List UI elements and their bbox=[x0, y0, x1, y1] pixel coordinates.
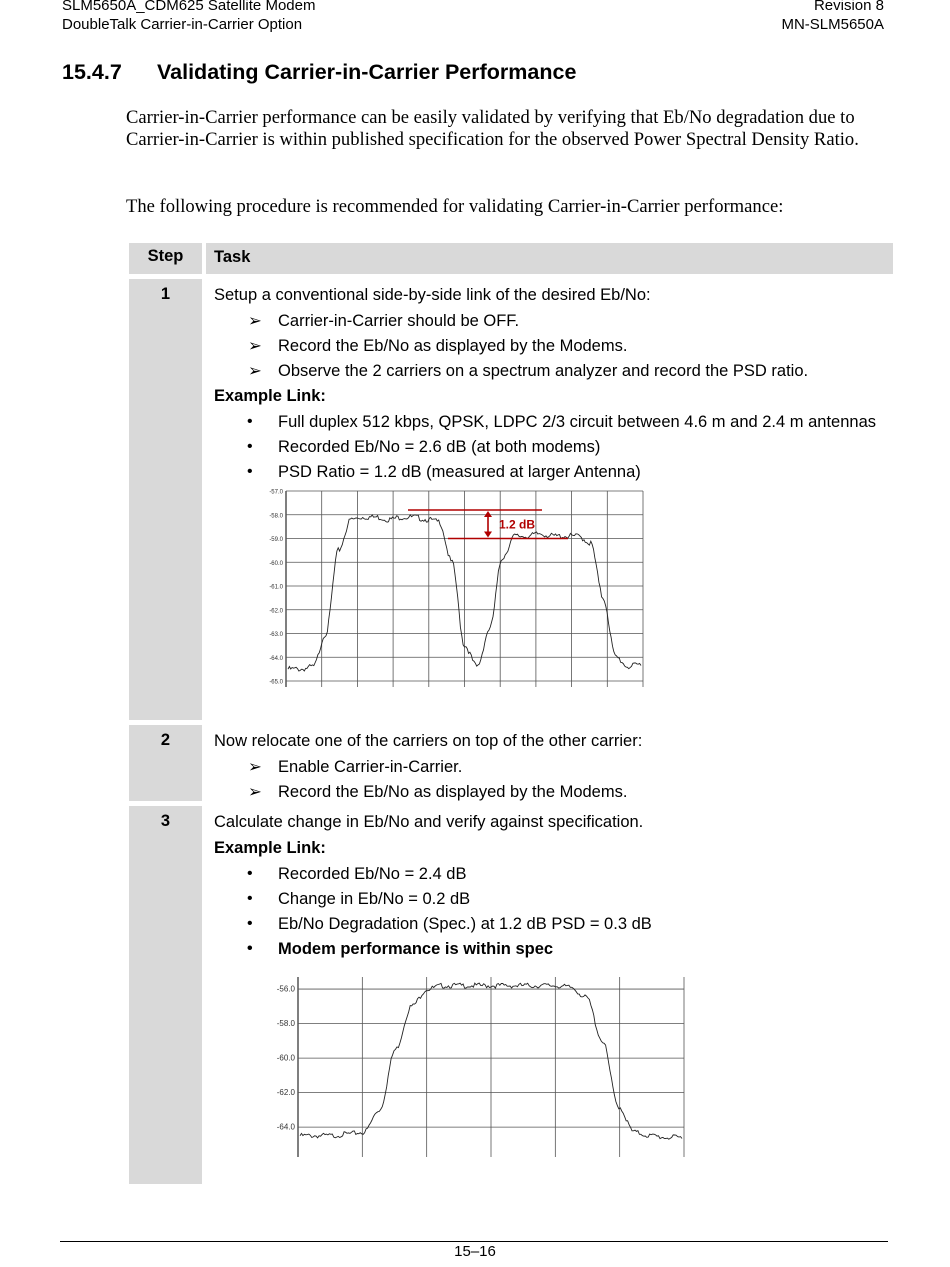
arrow-bullet-icon: ➢ bbox=[248, 337, 262, 355]
table-row-step-1 bbox=[129, 279, 893, 720]
doc-chapter: DoubleTalk Carrier-in-Carrier Option bbox=[62, 16, 303, 33]
dot-bullet-icon: • bbox=[247, 438, 253, 455]
list-item: • Full duplex 512 kbps, QPSK, LDPC 2/3 circuit between 4.6 m and 2.4 m antennas bbox=[247, 413, 876, 431]
arrow-bullet-icon: ➢ bbox=[248, 362, 262, 380]
y-tick-label: -58.0 bbox=[269, 513, 283, 520]
header-step: Step bbox=[129, 243, 202, 274]
y-tick-label: -60.0 bbox=[276, 1053, 295, 1063]
y-tick-label: -63.0 bbox=[269, 632, 283, 638]
arrow-list bbox=[214, 757, 885, 802]
list-item: • Eb/No Degradation (Spec.) at 1.2 dB PSD = 0.3 dB bbox=[247, 915, 652, 933]
task-content bbox=[206, 279, 893, 720]
list-item: • PSD Ratio = 1.2 dB (measured at larger Antenna) bbox=[247, 463, 641, 481]
revision: Revision 8 bbox=[813, 0, 884, 14]
y-tick-label: -57.0 bbox=[269, 489, 283, 496]
y-tick-label: -64.0 bbox=[269, 655, 283, 662]
section-title: Validating Carrier-in-Carrier Performance bbox=[157, 60, 577, 84]
step-number: 2 bbox=[129, 725, 202, 801]
footer-rule bbox=[60, 1241, 888, 1242]
page-number: 15–16 bbox=[454, 1243, 496, 1260]
arrow-bullet-icon: ➢ bbox=[248, 312, 262, 330]
y-tick-label: -62.0 bbox=[269, 608, 283, 615]
dot-bullet-icon: • bbox=[247, 890, 253, 907]
list-item: ➢ Carrier-in-Carrier should be OFF. bbox=[248, 312, 520, 330]
arrow-bullet-icon: ➢ bbox=[248, 758, 262, 776]
example-label: Example Link: bbox=[214, 387, 326, 405]
step-intro: Setup a conventional side-by-side link of the desired Eb/No: bbox=[214, 286, 651, 304]
header-task: Task bbox=[206, 243, 893, 274]
step-intro: Now relocate one of the carriers on top of the other carrier: bbox=[214, 732, 643, 750]
arrow-down-icon bbox=[484, 532, 492, 538]
arrow-bullet-icon: ➢ bbox=[248, 783, 262, 801]
bullet-list bbox=[214, 864, 885, 959]
table-row-step-2 bbox=[129, 725, 893, 801]
y-tick-label: -65.0 bbox=[269, 679, 283, 686]
bullet-list bbox=[214, 412, 885, 482]
list-item: ➢ Enable Carrier-in-Carrier. bbox=[248, 758, 463, 776]
dot-bullet-icon: • bbox=[247, 865, 253, 882]
spectrum-chart-cic bbox=[264, 973, 694, 1163]
y-tick-label: -56.0 bbox=[276, 984, 295, 994]
task-content bbox=[206, 806, 893, 1184]
step-intro: Calculate change in Eb/No and verify against specification. bbox=[214, 813, 644, 831]
task-content bbox=[206, 725, 893, 801]
dot-bullet-icon: • bbox=[247, 940, 253, 957]
table-row-step-3 bbox=[129, 806, 893, 1184]
y-tick-label: -59.0 bbox=[269, 537, 283, 543]
list-item: ➢ Observe the 2 carriers on a spectrum analyzer and record the PSD ratio. bbox=[248, 362, 809, 380]
list-item: ➢ Record the Eb/No as displayed by the Modems. bbox=[248, 337, 628, 355]
step-number: 3 bbox=[129, 806, 202, 1184]
section-heading bbox=[62, 60, 576, 85]
page-header-right bbox=[781, 0, 884, 34]
doc-title: SLM5650A_CDM625 Satellite Modem bbox=[62, 0, 316, 14]
table-header-row bbox=[129, 243, 893, 274]
list-item: • Modem performance is within spec bbox=[247, 940, 554, 958]
annotation-label: 1.2 dB bbox=[499, 517, 536, 532]
intro-paragraph: Carrier-in-Carrier performance can be easily validated by verifying that Eb/No degradation due to Carrier-in-Carrier is within published specification for the observed Power Spectral Density Ratio. bbox=[126, 107, 859, 150]
procedure-intro: The following procedure is recommended for validating Carrier-in-Carrier performance: bbox=[126, 196, 784, 217]
y-tick-label: -58.0 bbox=[276, 1019, 295, 1029]
arrow-list bbox=[214, 311, 885, 381]
page-header-left bbox=[62, 0, 315, 34]
spectrum-chart-side-by-side bbox=[268, 487, 648, 693]
y-tick-label: -61.0 bbox=[269, 584, 283, 591]
arrow-up-icon bbox=[484, 511, 492, 517]
dot-bullet-icon: • bbox=[247, 413, 253, 430]
list-item: • Recorded Eb/No = 2.6 dB (at both modems) bbox=[247, 438, 601, 456]
manual-number: MN-SLM5650A bbox=[781, 16, 884, 33]
y-tick-label: -64.0 bbox=[276, 1122, 295, 1132]
list-item: • Recorded Eb/No = 2.4 dB bbox=[247, 865, 467, 883]
y-tick-label: -60.0 bbox=[269, 560, 283, 567]
procedure-table bbox=[129, 243, 893, 1184]
dot-bullet-icon: • bbox=[247, 915, 253, 932]
list-item: ➢ Record the Eb/No as displayed by the Modems. bbox=[248, 783, 628, 801]
section-number: 15.4.7 bbox=[62, 60, 122, 84]
y-tick-label: -62.0 bbox=[276, 1088, 295, 1098]
step-number: 1 bbox=[129, 279, 202, 720]
list-item: • Change in Eb/No = 0.2 dB bbox=[247, 890, 471, 908]
example-label: Example Link: bbox=[214, 839, 326, 857]
dot-bullet-icon: • bbox=[247, 463, 253, 480]
